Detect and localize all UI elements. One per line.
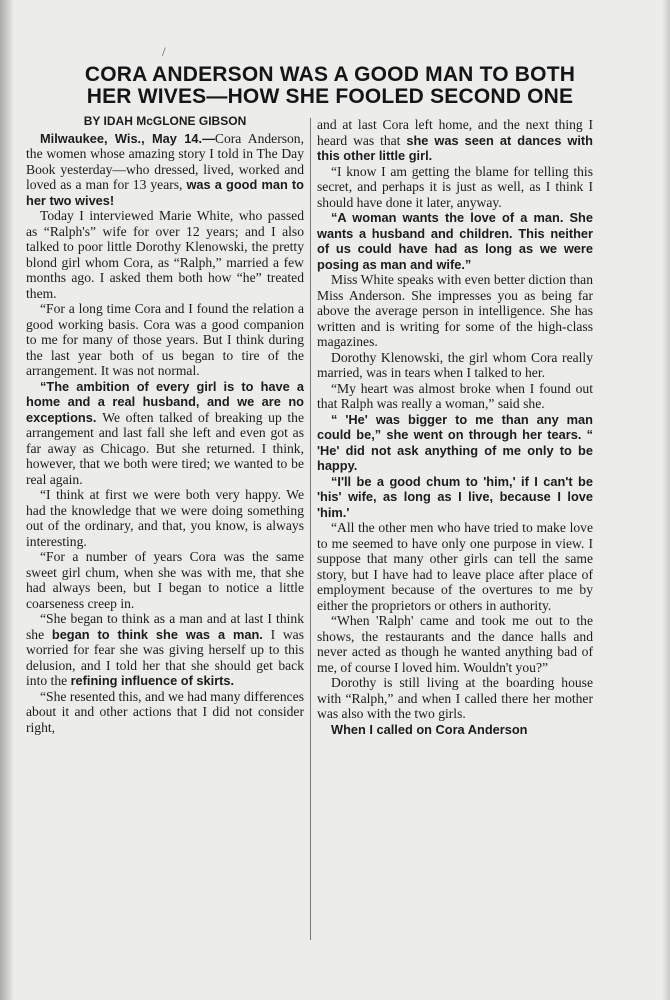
paragraph: “All the other men who have tried to make love to me seemed to have only one purpose in view. I suppose that many other girls can tell the same story, but I have had to leave place after place of employment because of the overtures to me by either the proprietors or others in authority. bbox=[317, 520, 593, 613]
paragraph: “For a long time Cora and I found the relation a good working basis. Cora was a good companion to me for many of those years. But I think during the last year both of us began to tire of the arrangement. It was not normal. bbox=[26, 301, 304, 378]
page-edge-shadow-right bbox=[662, 0, 670, 1000]
paragraph: “A woman wants the love of a man. She wants a husband and children. This neither of us could have had as long as we were posing as man and wife.” bbox=[317, 210, 593, 272]
paragraph: “For a number of years Cora was the same sweet girl chum, when she was with me, that she had always been, but I began to notice a little coarseness creep in. bbox=[26, 549, 304, 611]
headline-line-2: HER WIVES—HOW SHE FOOLED SECOND ONE bbox=[86, 85, 574, 108]
paragraph: Milwaukee, Wis., May 14.—Cora Anderson, the women whose amazing story I told in The Day Book yesterday—who dressed, lived, worked and loved as a man for 13 years, was a good man to her two wives! bbox=[26, 130, 305, 208]
page-edge-shadow bbox=[0, 0, 14, 1000]
paragraph: “I'll be a good chum to 'him,' if I can't be 'his' wife, as long as I live, because I love 'him.' bbox=[317, 473, 593, 520]
paragraph: “I know I am getting the blame for telling this secret, and perhaps it is just as well, as I think I should have done it later, anyway. bbox=[317, 163, 593, 210]
paragraph: Miss White speaks with even better diction than Miss Anderson. She impresses you as being far above the average person in intelligence. She has written and is writing for some of the high-class magazines. bbox=[317, 272, 593, 349]
column-rule bbox=[310, 118, 311, 940]
left-column bbox=[26, 114, 304, 735]
margin-mark: / bbox=[162, 44, 166, 59]
headline-line-1: CORA ANDERSON WAS A GOOD MAN TO BOTH bbox=[84, 63, 576, 86]
paragraph: “My heart was almost broke when I found out that Ralph was really a woman,” said she. bbox=[317, 380, 593, 411]
paragraph: Dorothy is still living at the boarding house with “Ralph,” and when I called there her mother was also with the two girls. bbox=[317, 675, 593, 721]
dateline: Milwaukee, Wis., May 14.— bbox=[40, 130, 215, 146]
paragraph: “I think at first we were both very happy. We had the knowledge that we were doing something out of the ordinary, and that, you know, is always interesting. bbox=[26, 487, 304, 549]
paragraph: “The ambition of every girl is to have a home and a real husband, and we are no exceptions. We often talked of breaking up the arrangement and last fall she left and even got as far away as Chicago. But she returned. I think, however, that we both were tired; we wanted to be real again. bbox=[26, 378, 304, 487]
paragraph: Today I interviewed Marie White, who passed as “Ralph's” wife for over 12 years; and I also talked to poor little Dorothy Klenowski, the pretty blond girl whom Cora, as “Ralph,” married a few months ago. I asked them both how “he” treated them. bbox=[26, 208, 304, 301]
byline: BY IDAH McGLONE GIBSON bbox=[83, 114, 247, 128]
paragraph: “When 'Ralph' came and took me out to the shows, the restaurants and the dance halls and never acted as though he wanted anything bad of me, of course I loved him. Wouldn't you?” bbox=[317, 613, 593, 675]
paragraph: “She resented this, and we had many differences about it and other actions that I did not consider right, bbox=[26, 688, 304, 735]
paragraph: “She began to think as a man and at last I think she began to think she was a man. I was worried for fear she was giving herself up to this delusion, and I told her that she should get back into the refining influence of skirts. bbox=[26, 611, 304, 688]
paragraph: Dorothy Klenowski, the girl whom Cora really married, was in tears when I talked to her. bbox=[317, 349, 593, 380]
right-column bbox=[317, 117, 593, 737]
headline bbox=[20, 64, 640, 108]
paragraph: “ 'He' was bigger to me than any man could be,” she went on through her tears. “ 'He' did not ask anything of me only to be happy. bbox=[317, 411, 593, 473]
paragraph: When I called on Cora Anderson bbox=[331, 721, 528, 737]
paragraph: and at last Cora left home, and the next thing I heard was that she was seen at dances with this other little girl. bbox=[317, 117, 593, 163]
